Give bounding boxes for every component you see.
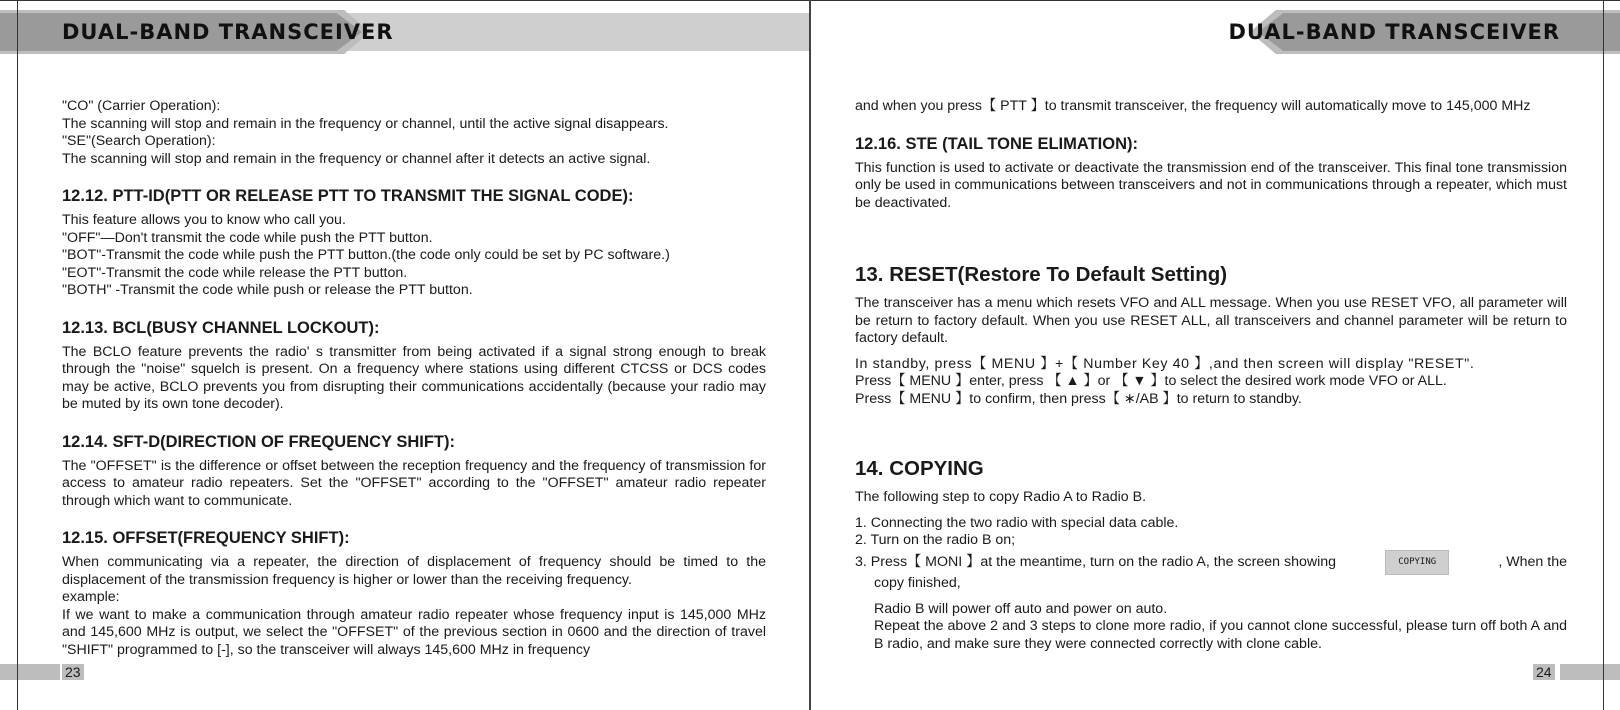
lcd-screen: COPYING bbox=[1385, 550, 1449, 576]
list-item-text: 3. Press【 MONI 】at the meantime, turn on the radio A, the screen showing bbox=[855, 553, 1337, 570]
paragraph: "EOT"-Transmit the code while release the PTT button. bbox=[62, 264, 408, 281]
paragraph: The scanning will stop and remain in the frequency or channel after it detects an active signal. bbox=[62, 150, 651, 167]
paragraph: and when you press【 PTT 】to transmit transceiver, the frequency will automatically move to 145,000 MHz bbox=[855, 98, 1531, 114]
paragraph: The BCLO feature prevents the radio' s transmitter from being activated if a signal strong enough to break through the "noise" squelch is present. On a frequency where stations using different CTCSS or DCS codes may be active, BCLO prevents you from disrupting their communications accidentally (because your radio may be muted by its own tone decoder). bbox=[62, 343, 766, 412]
section-heading: 12.14. SFT-D(DIRECTION OF FREQUENCY SHIFT): bbox=[62, 432, 455, 451]
footer-band-right bbox=[1560, 664, 1620, 680]
paragraph: example: bbox=[62, 589, 120, 605]
paragraph: The "OFFSET" is the difference or offset between the reception frequency and the frequency of transmission for access to amateur radio repeaters. Set the "OFFSET" according to the "OFFSET" amateur radio repeater through which want to communicate. bbox=[62, 457, 766, 509]
paragraph: If we want to make a communication through amateur radio repeater whose frequency input is 145,000 MHz and 145,600 MHz is output, we select the "OFFSET" of the previous section in 0600 and the direction of travel "SHIFT" programmed to [-], so the transceiver will always 145,600 MHz in frequency bbox=[62, 606, 766, 658]
paragraph: "SE"(Search Operation): bbox=[62, 133, 216, 149]
paragraph: Press【 MENU 】enter, press 【 ▲ 】or 【 ▼ 】to select the desired work mode VFO or ALL. bbox=[855, 373, 1447, 389]
paragraph: This feature allows you to know who call you. bbox=[62, 212, 346, 228]
paragraph: The transceiver has a menu which resets VFO and ALL message. When you use RESET VFO, all parameter will be return to factory default. When you use RESET ALL, all transceivers and channel parameter will be return to factory default. bbox=[855, 295, 1567, 346]
content-right bbox=[855, 98, 1567, 653]
section-heading: 12.16. STE (TAIL TONE ELIMATION): bbox=[855, 134, 1138, 153]
page-number-left: 23 bbox=[62, 664, 84, 680]
list-item bbox=[855, 550, 1567, 576]
list-item: 1. Connecting the two radio with special data cable. bbox=[855, 514, 1179, 531]
section-heading: 12.12. PTT-ID(PTT OR RELEASE PTT TO TRANSMIT THE SIGNAL CODE): bbox=[62, 187, 634, 205]
content-left bbox=[62, 98, 766, 659]
chapter-heading: 14. COPYING bbox=[855, 457, 984, 480]
list-item: 2. Turn on the radio B on; bbox=[855, 532, 1016, 548]
header-title-left: DUAL-BAND TRANSCEIVER bbox=[62, 20, 394, 44]
paragraph: "BOT"-Transmit the code while push the PTT button.(the code only could be set by PC software.) bbox=[62, 247, 670, 263]
paragraph: "CO" (Carrier Operation): bbox=[62, 98, 221, 114]
section-heading: 12.15. OFFSET(FREQUENCY SHIFT): bbox=[62, 529, 350, 547]
section-heading: 12.13. BCL(BUSY CHANNEL LOCKOUT): bbox=[62, 318, 380, 337]
paragraph: In standby, press【 MENU 】+【 Number Key 40 】,and then screen will display "RESET". bbox=[855, 355, 1475, 372]
header-title-right: DUAL-BAND TRANSCEIVER bbox=[1228, 20, 1560, 44]
chapter-heading: 13. RESET(Restore To Default Setting) bbox=[855, 263, 1228, 286]
paragraph: Radio B will power off auto and power on auto. bbox=[874, 600, 1168, 617]
page-number-right: 24 bbox=[1533, 664, 1555, 680]
list-item-continuation: copy finished, bbox=[874, 575, 961, 591]
paragraph: The following step to copy Radio A to Radio B. bbox=[855, 489, 1147, 505]
paragraph: Press【 MENU 】to confirm, then press【 ∗/AB 】to return to standby. bbox=[855, 390, 1302, 407]
paragraph: "OFF"—Don't transmit the code while push the PTT button. bbox=[62, 229, 433, 246]
paragraph: Repeat the above 2 and 3 steps to clone more radio, if you cannot clone successful, please turn off both A and B radio, and make sure they were connected correctly with clone cable. bbox=[874, 618, 1567, 652]
paragraph: "BOTH" -Transmit the code while push or release the PTT button. bbox=[62, 282, 473, 298]
paragraph: This function is used to activate or deactivate the transmission end of the transceiver. This final tone transmission only be used in communications between transceivers and not in communications through a repeater, which must be deactivated. bbox=[855, 159, 1567, 211]
paragraph: When communicating via a repeater, the direction of displacement of frequency should be timed to the displacement of the transmission frequency is higher or lower than the receiving frequency. bbox=[62, 554, 766, 588]
page-right bbox=[810, 0, 1620, 710]
paragraph: The scanning will stop and remain in the frequency or channel, until the active signal disappears. bbox=[62, 115, 669, 132]
left-border bbox=[17, 0, 18, 710]
list-item-text: , When the bbox=[1498, 553, 1567, 570]
footer-band-left bbox=[0, 664, 60, 680]
page-gutter bbox=[809, 0, 811, 710]
right-border bbox=[1603, 0, 1604, 710]
